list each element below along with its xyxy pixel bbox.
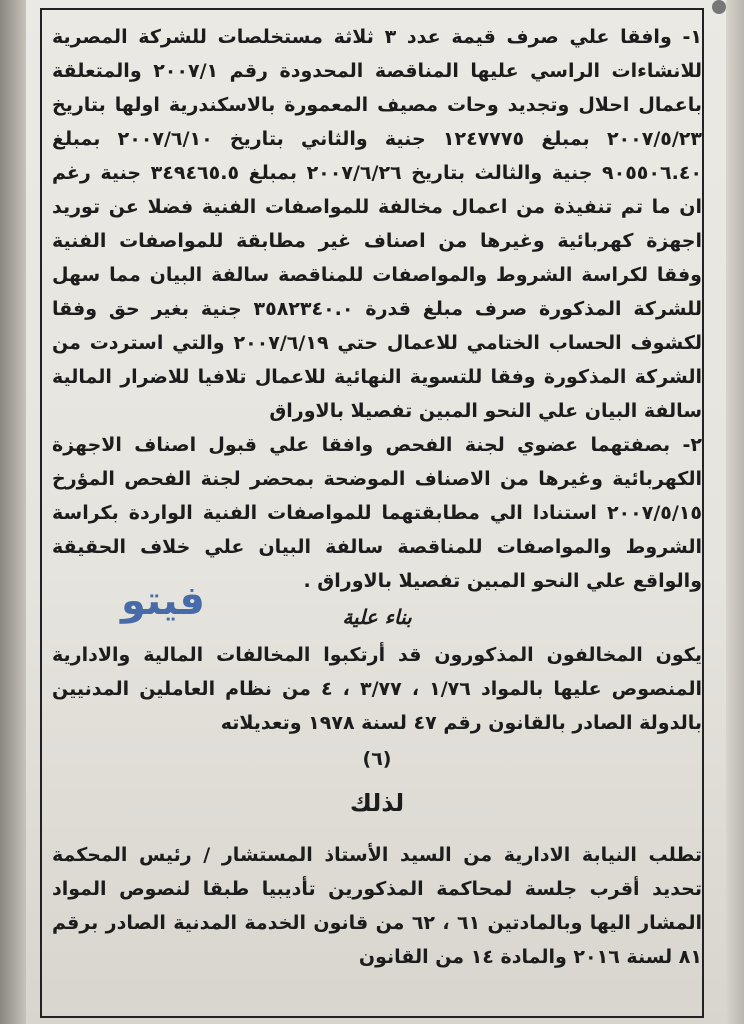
paragraph-request: تطلب النيابة الادارية من السيد الأستاذ المستشار / رئيس المحكمة تحديد أقرب جلسة لمحاكمة المذكورين تأديبيا طبقا لنصوص المواد المشار اليها وبالمادتين ٦١ ، ٦٢ من قانون الخدمة المدنية الصادر برقم ٨١ لسنة ٢٠١٦ والمادة ١٤ من القانون: [52, 844, 703, 968]
paragraph-item-2: ٢- بصفتهما عضوي لجنة الفحص وافقا علي قبول اصناف الاجهزة الكهربائية وغيرها من الاصناف الموضحة بمحضر لجنة الفحص المؤرخ ٢٠٠٧/٥/١٥ استنادا الي مطابقتهما للمواصفات الفنية الواردة بكراسة الشروط والمواصفات للمناقصة سالفة البيان علي خلاف الحقيقة والواقع علي النحو المبين تفصيلا بالاوراق .: [52, 434, 702, 592]
paragraph-violations: يكون المخالفون المذكورون قد أرتكبوا المخالفات المالية والادارية المنصوص عليها بالمواد ١/٧٦ ، ٣/٧٧ ، ٤ من نظام العاملين المدنيين بالدولة الصادر بالقانون رقم ٤٧ لسنة ١٩٧٨ وتعديلاته: [52, 644, 702, 734]
svg-text:فيتو: فيتو: [121, 578, 205, 624]
vito-watermark-logo: [108, 570, 218, 630]
paragraph-item-1: ١- وافقا علي صرف قيمة عدد ٣ ثلاثة مستخلصات للشركة المصرية للانشاءات الراسي عليها المناقصة المحدودة رقم ٢٠٠٧/١ والمتعلقة باعمال احلال وتجديد وحات مصيف المعمورة بالاسكندرية اولها بتاريخ ٢٠٠٧/٥/٢٣ بمبلغ ١٢٤٧٧٧٥ جنية والثاني بتاريخ ٢٠٠٧/٦/١٠ بمبلغ ٩٠٥٥٠٦.٤٠ جنية والثالث بتاريخ ٢٠٠٧/٦/٢٦ بمبلغ ٣٤٩٤٦٥.٥ جنية رغم ان ما تم تنفيذة من اعمال مخالفة للمواصفات الفنية فضلا عن توريد اجهزة كهربائية وغيرها من اصناف غير مطابقة للمواصفات الفنية وفقا لكراسة الشروط والمواصفات للمناقصة سالفة البيان مما سهل للشركة المذكورة صرف مبلغ قدرة ٣٥٨٢٣٤٠.٠ جنية بغير حق وفقا لكشوف الحساب الختامي للاعمال حتي ٢٠٠٧/٦/١٩ والتي استردت من الشركة المذكورة وفقا للتسوية النهائية للاعمال تلافيا للاضرار المالية سالفة البيان علي النحو المبين تفصيلا بالاوراق: [52, 26, 703, 422]
section-title-therefore: لذلك: [349, 789, 405, 817]
page-number: (٦): [362, 748, 392, 770]
binder-pin: [712, 0, 726, 14]
heading-based-on: بناء علية: [342, 605, 412, 629]
document-body: [52, 20, 702, 974]
